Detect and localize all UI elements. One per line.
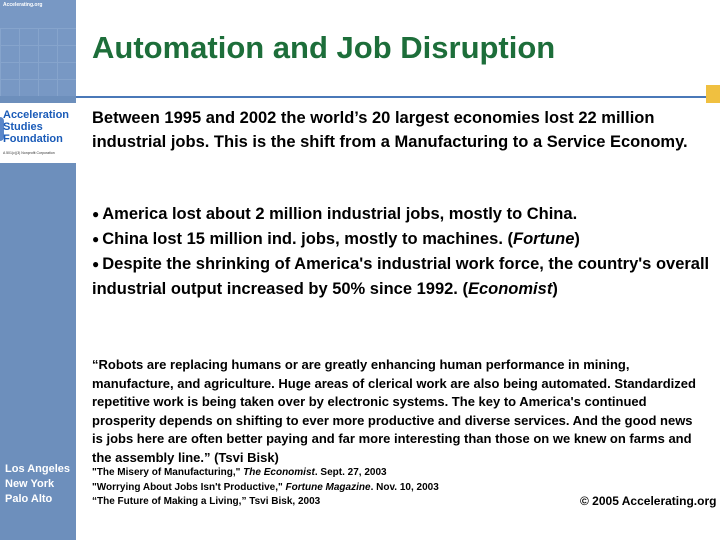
city-list [5, 462, 70, 507]
sidebar-header-block [0, 0, 76, 96]
bullet-icon: ● [92, 207, 100, 221]
bullet-suffix: ) [574, 230, 580, 248]
city-new-york: New York [5, 478, 55, 490]
sidebar [0, 0, 76, 540]
quote-block: “Robots are replacing humans or are greatly enhancing human performance in mining, manufacture, and agriculture. Huge areas of clerical work are also being automated. Standardized repetitive work is being taken over by electronic systems. The key to America's continued prosperity depends on shifting to ever more productive and diverse services. And the good news is jobs here are often better paying and far more interesting than those on we knew on farms and the assembly line.” (Tsvi Bisk) [92, 357, 696, 465]
slide-title: Automation and Job Disruption [92, 30, 556, 65]
reference-title: “The Future of Making a Living,” Tsvi Bisk, 2003 [92, 496, 321, 507]
copyright-notice: © 2005 Accelerating.org [580, 494, 717, 508]
title-divider [76, 96, 720, 98]
reference-title: "The Misery of Manufacturing," [92, 467, 244, 478]
reference-item [92, 481, 439, 496]
bullet-text: America lost about 2 million industrial jobs, mostly to China. [102, 205, 578, 223]
logo-line-1: Acceleration [3, 109, 70, 121]
city-los-angeles: Los Angeles [5, 463, 70, 475]
logo-line-3: Foundation [3, 133, 63, 145]
logo-text [3, 109, 69, 145]
reference-title: "Worrying About Jobs Isn't Productive," [92, 481, 286, 493]
reference-list [92, 466, 439, 510]
logo-copyright-line: A 501(c)(3) Nonprofit Corporation [3, 151, 55, 155]
bullet-item [92, 252, 712, 301]
reference-item [92, 466, 439, 481]
bullet-source: Economist [467, 280, 553, 298]
reference-publication: Fortune Magazine [285, 481, 371, 493]
sidebar-grid-pattern [0, 28, 76, 96]
city-palo-alto: Palo Alto [5, 493, 53, 505]
reference-date: . Nov. 10, 2003 [370, 481, 439, 493]
bullet-icon: ● [92, 257, 100, 271]
bullet-source: Fortune [512, 230, 575, 248]
foundation-logo [0, 103, 76, 163]
reference-item [92, 495, 439, 510]
bullet-text: China lost 15 million ind. jobs, mostly to machines. ( [102, 230, 513, 248]
bullet-list [92, 202, 712, 301]
intro-paragraph: Between 1995 and 2002 the world’s 20 largest economies lost 22 million industrial jobs. This is the shift from a Manufacturing to a Service Economy. [92, 109, 688, 151]
reference-publication: The Economist [243, 467, 315, 478]
bullet-icon: ● [92, 232, 100, 246]
bullet-text: Despite the shrinking of America's industrial work force, the country's overall industrial output increased by 50% since 1992. ( [92, 255, 710, 298]
bullet-item [92, 202, 712, 227]
bullet-item [92, 227, 712, 252]
reference-date: . Sept. 27, 2003 [314, 467, 387, 478]
site-url: Accelerating.org [3, 2, 43, 8]
gold-accent-block [706, 85, 720, 103]
bullet-suffix: ) [552, 280, 558, 298]
logo-line-2: Studies [3, 121, 43, 133]
